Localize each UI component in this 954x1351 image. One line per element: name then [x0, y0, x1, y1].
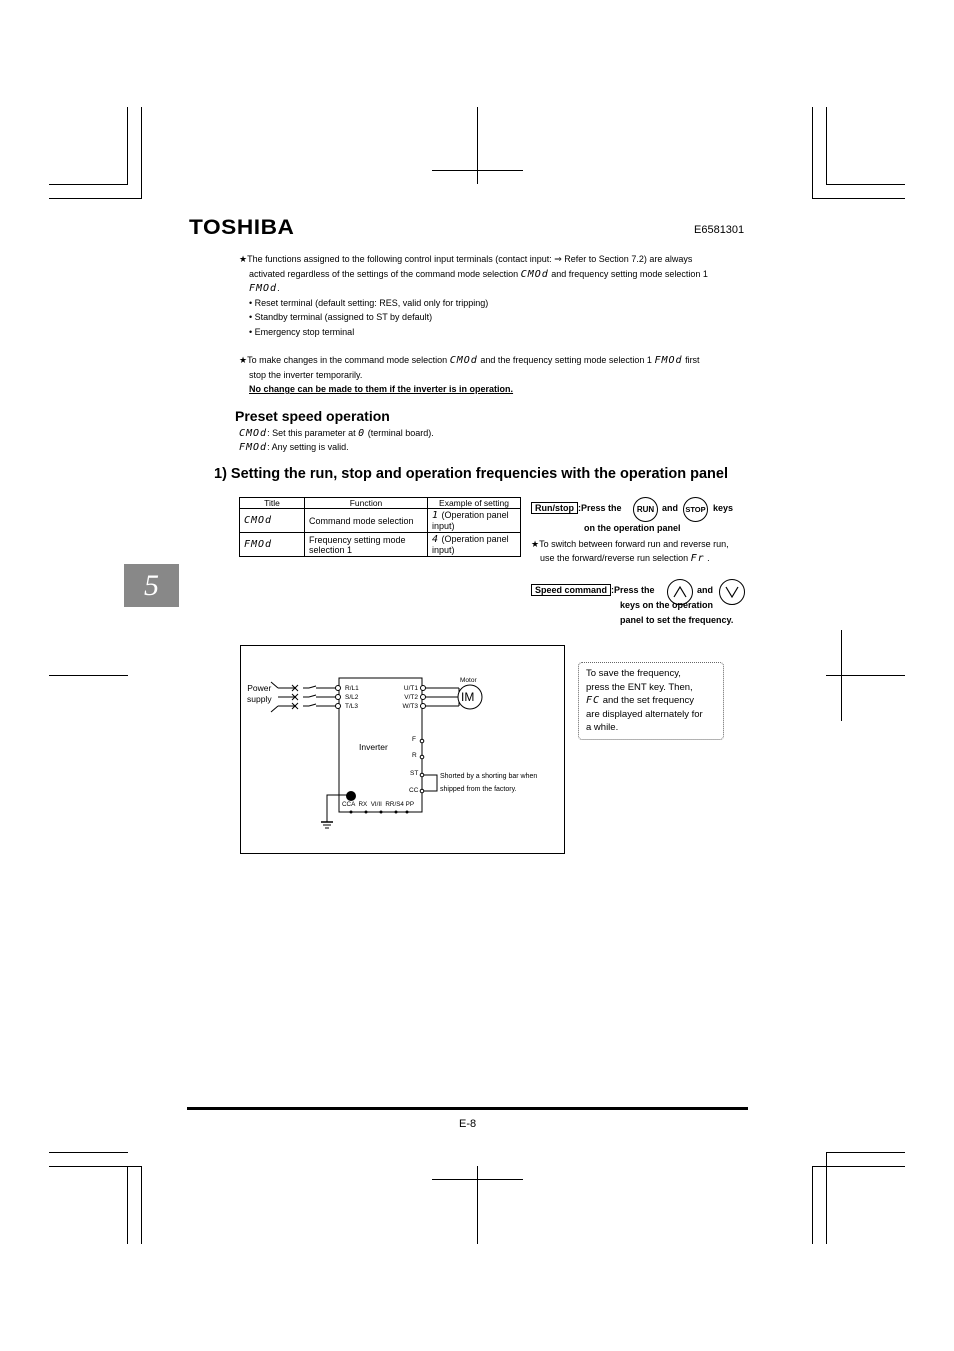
runstop-note-line2: use the forward/reverse run selection Fr .: [540, 553, 710, 564]
crop-mark: [812, 1166, 813, 1244]
table-header-row: [240, 498, 521, 509]
save-frequency-note: To save the frequency, press the ENT key. Then, FC and the set frequency are displayed alternately for a while.: [578, 662, 724, 740]
input-terminal-labels: R/L1 S/L2 T/L3: [345, 685, 359, 710]
crop-mark: [477, 107, 478, 184]
crop-mark: [141, 107, 142, 199]
terminal-st-label: ST: [410, 770, 419, 777]
preset-fmod-line: FMOd: Any setting is valid.: [239, 442, 349, 453]
table-header: Function: [305, 498, 428, 509]
shorting-bar: [424, 775, 437, 791]
crop-mark: [826, 184, 905, 185]
terminal-r-label: R: [412, 752, 417, 759]
bullet-reset: • Reset terminal (default setting: RES, valid only for tripping): [249, 298, 489, 308]
bottom-terminal-labels: CCA RX VI/II RR/S4 PP: [342, 801, 415, 808]
crop-mark: [432, 1179, 523, 1180]
table-cell-setting: 4 (Operation panel input): [428, 533, 521, 557]
speed-label: Speed command: [531, 584, 611, 596]
runstop-keys: keys: [713, 503, 734, 513]
bullet-standby: • Standby terminal (assigned to ST by default): [249, 312, 433, 322]
table-cell-function: Command mode selection: [305, 509, 428, 533]
chapter-tab: 5: [124, 564, 179, 607]
speed-line3: panel to set the frequency.: [620, 615, 734, 625]
runstop-label: Run/stop: [531, 502, 578, 514]
param-value-zero: 0: [358, 428, 366, 439]
table-cell-title: FMOd: [240, 533, 305, 557]
note-terminals-line2: activated regardless of the settings of the command mode selection CMOd and frequency setting mode selection 1: [249, 269, 708, 280]
stop-key-icon: STOP: [683, 497, 708, 522]
speed-line: Speed command :Press the: [531, 585, 655, 595]
param-fc: FC: [586, 695, 601, 706]
param-fmod: FMOd: [654, 355, 683, 366]
power-lines: [271, 682, 459, 712]
inverter-label: Inverter: [359, 742, 388, 752]
bullet-emergency: • Emergency stop terminal: [249, 327, 355, 337]
note-change-line2: stop the inverter temporarily.: [249, 370, 363, 380]
table-cell-setting: 1 (Operation panel input): [428, 509, 521, 533]
crop-mark: [49, 198, 142, 199]
page-number: E-8: [459, 1118, 477, 1130]
shorting-note: Shorted by a shorting bar when shipped from the factory.: [440, 773, 538, 793]
crop-mark: [826, 675, 905, 676]
im-label: IM: [461, 690, 475, 704]
motor-label: Motor: [460, 677, 477, 684]
table-header: Title: [240, 498, 305, 509]
runstop-and: and: [662, 503, 679, 513]
speed-line2: keys on the operation: [620, 600, 714, 610]
table-row: [240, 509, 521, 533]
heading-section-1: 1) Setting the run, stop and operation frequencies with the operation panel: [214, 466, 728, 482]
crop-mark: [477, 1166, 478, 1244]
crop-mark: [812, 107, 813, 199]
note-terminals-line1: ★The functions assigned to the following control input terminals (contact input: ⇒ Refer to Section 7.2) are always: [239, 254, 693, 264]
run-key-icon: RUN: [633, 497, 658, 522]
runstop-line2: on the operation panel: [584, 523, 681, 533]
crop-mark: [141, 1166, 142, 1244]
param-fmod: FMOd: [239, 442, 268, 453]
crop-mark: [432, 170, 523, 171]
param-cmod: CMOd: [239, 428, 268, 439]
crop-mark: [826, 1152, 905, 1153]
speed-and: and: [697, 585, 714, 595]
ground-wire: [327, 795, 347, 822]
output-terminal-labels: U/T1 V/T2 W/T3: [402, 685, 418, 710]
table-header: Example of setting: [428, 498, 521, 509]
power-supply-label: Power supply: [247, 683, 272, 704]
param-fr: Fr: [690, 553, 705, 564]
note-warning: No change can be made to them if the inverter is in operation.: [249, 384, 514, 394]
preset-cmod-line: CMOd: Set this parameter at 0 (terminal board).: [239, 428, 434, 439]
param-fmod: FMOd: [249, 283, 278, 294]
brand-logo: TOSHIBA: [189, 216, 295, 239]
note-terminals-line3: FMOd.: [249, 283, 280, 294]
crop-mark: [826, 107, 827, 185]
table-cell-title: CMOd: [240, 509, 305, 533]
heading-preset-speed: Preset speed operation: [235, 408, 390, 424]
terminal-f-label: F: [412, 736, 416, 743]
note-change-line1: ★To make changes in the command mode selection CMOd and the frequency setting mode selection 1 FMOd first: [239, 355, 700, 366]
param-cmod: CMOd: [449, 355, 478, 366]
runstop-line: Run/stop :Press the: [531, 503, 622, 513]
crop-mark: [127, 107, 128, 185]
doc-number: E6581301: [694, 224, 745, 236]
crop-mark: [49, 1152, 128, 1153]
footer-rule: [187, 1107, 748, 1110]
crop-mark: [49, 1166, 142, 1167]
crop-mark: [127, 1166, 128, 1244]
param-cmod: CMOd: [520, 269, 549, 280]
table-cell-function: Frequency setting mode selection 1: [305, 533, 428, 557]
crop-mark: [49, 184, 128, 185]
wiring-diagram: [240, 645, 565, 854]
table-row: [240, 533, 521, 557]
runstop-note-line1: ★To switch between forward run and reverse run,: [531, 539, 729, 549]
crop-mark: [812, 1166, 905, 1167]
wiring-diagram-graphic: [241, 646, 564, 853]
terminal-cc-label: CC: [409, 787, 419, 794]
crop-mark: [812, 198, 905, 199]
down-key-icon: [719, 579, 745, 605]
crop-mark: [49, 675, 128, 676]
parameter-table: [239, 497, 521, 557]
ground-terminal-icon: [346, 791, 356, 801]
